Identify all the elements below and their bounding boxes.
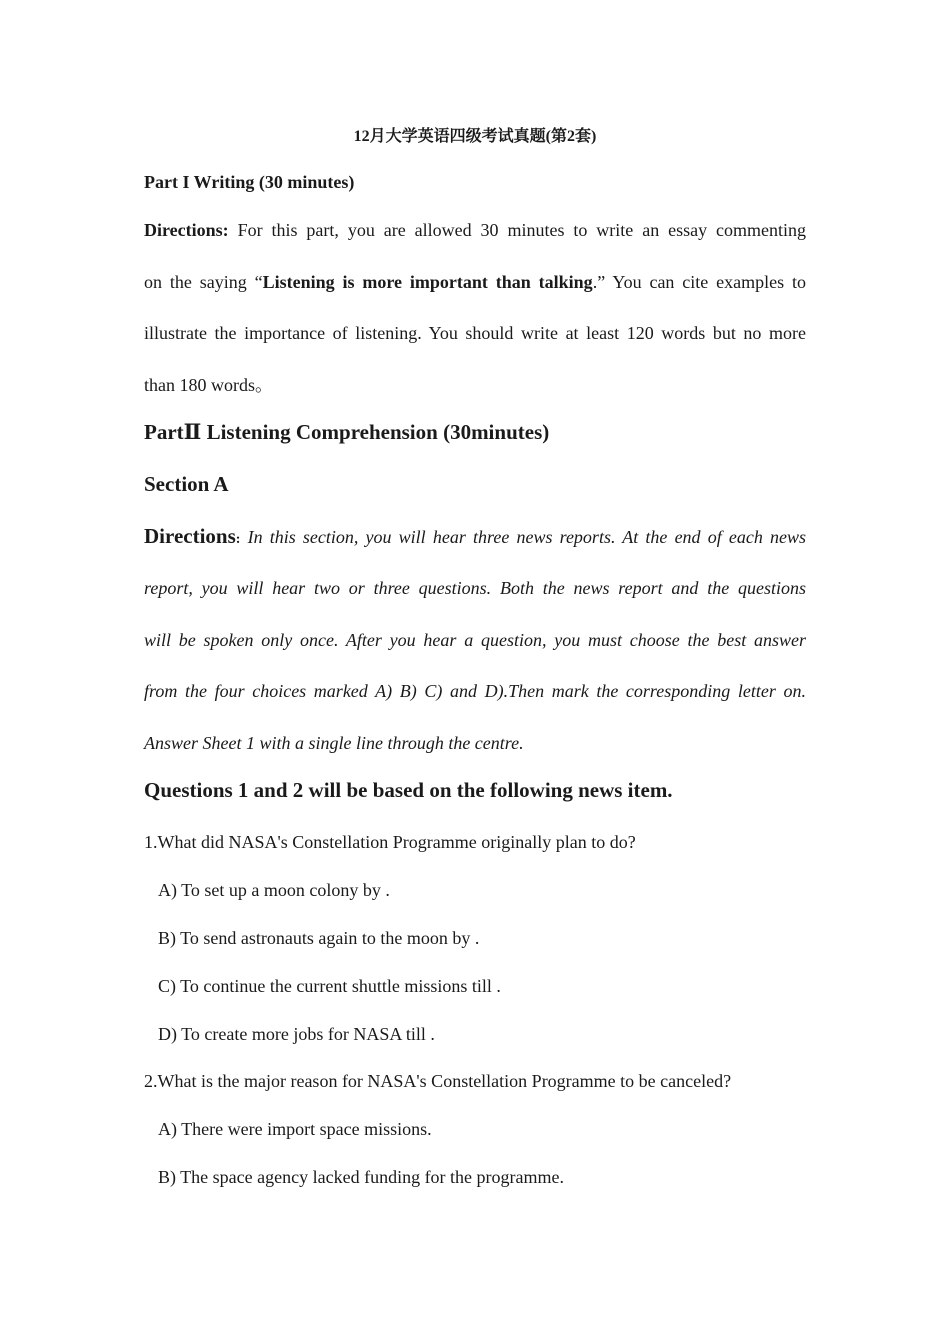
question-1-option-a: A) To set up a moon colony by . bbox=[158, 880, 390, 900]
part2-directions-label: Directions bbox=[144, 524, 236, 548]
part2-directions-line-4: from the four choices marked A) B) C) and D).Then mark the corresponding letter on. bbox=[144, 681, 806, 701]
part1-directions-line-2 bbox=[144, 271, 806, 293]
section-a-heading: Section A bbox=[144, 472, 229, 496]
part2-directions-line-1 bbox=[144, 525, 806, 551]
question-2-option-a: A) There were import space missions. bbox=[158, 1119, 432, 1139]
question-1-option-c: C) To continue the current shuttle missions till . bbox=[158, 976, 501, 996]
part2-heading: PartⅡ Listening Comprehension (30minutes) bbox=[144, 420, 550, 444]
part2-directions-line-2: report, you will hear two or three questions. Both the news report and the questions bbox=[144, 578, 806, 598]
document-title: 12月大学英语四级考试真题(第2套) bbox=[353, 128, 597, 145]
part1-saying: Listening is more important than talking bbox=[262, 272, 593, 292]
part1-directions-text: .” You can cite examples to bbox=[592, 272, 807, 292]
part1-directions-line-1 bbox=[144, 219, 806, 241]
part1-directions-label: Directions: bbox=[144, 220, 229, 240]
part1-directions-line-4: than 180 words。 bbox=[144, 375, 273, 395]
part2-directions-line-5: Answer Sheet 1 with a single line through the centre. bbox=[144, 733, 524, 753]
part2-directions-text: In this section, you will hear three news reports. At the end of each news bbox=[240, 527, 806, 547]
question-1-option-b: B) To send astronauts again to the moon by . bbox=[158, 928, 480, 948]
question-2: 2.What is the major reason for NASA's Constellation Programme to be canceled? bbox=[144, 1071, 732, 1091]
part1-directions-text: For this part, you are allowed 30 minutes to write an essay commenting bbox=[228, 220, 806, 240]
question-group-heading: Questions 1 and 2 will be based on the following news item. bbox=[144, 778, 673, 802]
part1-heading: Part I Writing (30 minutes) bbox=[144, 172, 355, 192]
part1-directions-text: on the saying “ bbox=[144, 272, 263, 292]
part2-directions-colon: : bbox=[235, 532, 241, 547]
question-1-option-d: D) To create more jobs for NASA till . bbox=[158, 1024, 435, 1044]
question-1: 1.What did NASA's Constellation Programme originally plan to do? bbox=[144, 832, 636, 852]
question-2-option-b: B) The space agency lacked funding for the programme. bbox=[158, 1167, 565, 1187]
part2-directions-line-3: will be spoken only once. After you hear a question, you must choose the best answer bbox=[144, 630, 806, 650]
part1-directions-line-3: illustrate the importance of listening. You should write at least 120 words but no more bbox=[144, 323, 806, 343]
